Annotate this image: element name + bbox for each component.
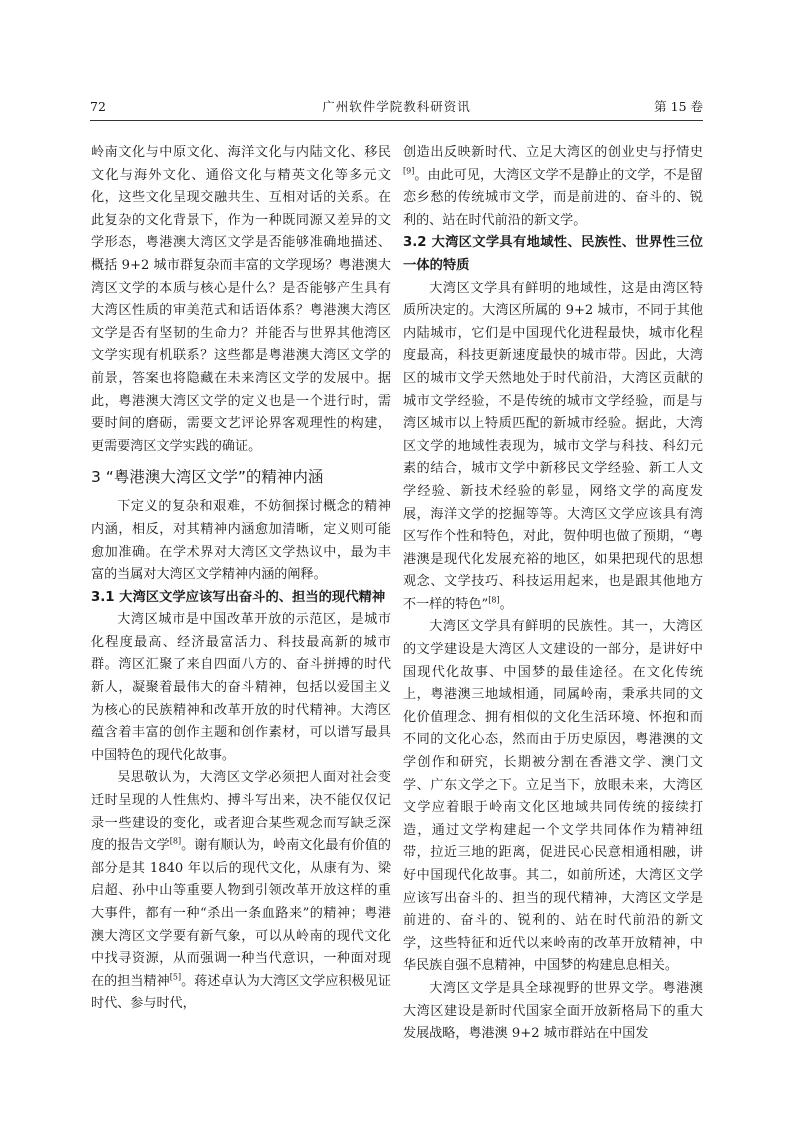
journal-title: 广州软件学院教科研资讯 bbox=[322, 99, 471, 114]
citation-ref: [5] bbox=[169, 972, 182, 982]
paragraph bbox=[403, 278, 703, 617]
volume-label: 第 15 卷 bbox=[654, 99, 703, 114]
text-run: 创造出反映新时代、立足大湾区的创业史与抒情史 bbox=[403, 145, 703, 160]
section-heading: 3 “粤港澳大湾区文学”的精神内涵 bbox=[91, 468, 324, 487]
paragraph: 大湾区文学具有鲜明的民族性。其一，大湾区的文学建设是大湾区人文建设的一部分，是讲好中国现代化故事、中国梦的最佳途径。在文化传统上，粤港澳三地域相通，同属岭南，秉承共同的文化价值理念、拥有相似的文化生活环境、怀抱和而不同的文化心态，然而由于历史原因，粤港澳的文学创作和研究，长期被分割在香港文学、澳门文学、广东文学之下。立足当下，放眼未来，大湾区文学应着眼于岭南文化区地域共同传统的接续打造，通过文学构建起一个文学共同体作为精神纽带，拉近三地的距离，促进民心民意相通相融，讲好中国现代化故事。其二，如前所述，大湾区文学应该写出奋斗的、担当的现代精神，大湾区文学是前进的、奋斗的、锐利的、站在时代前沿的新文学，这些特征和近代以来岭南的改革开放精神，中华民族自强不息精神，中国梦的构建息息相关。 bbox=[403, 619, 703, 974]
text-run: 。谢有顺认为，岭南文化最有价值的部分是其 1840 年以后的现代文化，从康有为、梁启超、孙中山等重要人物到引领改革开放这样的重大事件，都有一种“杀出一条血路来”的精神；粤港澳大湾区文学要有新气象，可以从岭南的现代文化中找寻资源，从而强调一种当代意识，一种面对现在的担当精神 bbox=[91, 838, 392, 989]
running-header bbox=[90, 96, 703, 118]
text-run: 。由此可见，大湾区文学不是静止的文学，不是留恋乡愁的传统城市文学，而是前进的、奋斗的、锐利的、站在时代前沿的新文学。 bbox=[403, 167, 703, 228]
paragraph bbox=[403, 142, 703, 232]
paragraph bbox=[91, 767, 391, 1016]
left-column bbox=[91, 142, 391, 1016]
right-column bbox=[403, 142, 703, 1046]
text-run: 大湾区文学具有鲜明的地域性，这是由湾区特质所决定的。大湾区所属的 9+2 城市，不同于其他内陆城市，它们是中国现代化进程最快，城市化程度最高，科技更新速度最快的城市带。因此，大湾区的城市文学天然地处于时代前沿，大湾区贡献的城市文学经验，不是传统的城市文学经验，而是与湾区城市以上特质匹配的新城市经验。据此，大湾区文学的地域性表现为，城市文学与科技、科幻元素的结合，城市文学中新移民文学经验、新工人文学经验、新技术经验的彰显，网络文学的高度发展，海洋文学的挖掘等等。大湾区文学应该具有湾区写作个性和特色，对此，贺仲明也做了预期，“粤港澳是现代化发展充裕的地区，如果把现代的思想观念、文学技巧、科技运用起来，也是跟其他地方不一样的特色” bbox=[403, 280, 703, 612]
paragraph: 大湾区城市是中国改革开放的示范区，是城市化程度最高、经济最富活力、科技最高新的城市群。湾区汇聚了来自四面八方的、奋斗拼搏的时代新人，凝聚着最伟大的奋斗精神，包括以爱国主义为核心的民族精神和改革开放的时代精神。大湾区蕴含着丰富的创作主题和创作素材，可以谱写最具中国特色的现代化故事。 bbox=[91, 612, 391, 763]
paragraph: 大湾区文学是具全球视野的世界文学。粤港澳大湾区建设是新时代国家全面开放新格局下的重大发展战略，粤港澳 9+2 城市群站在中国发 bbox=[403, 980, 703, 1042]
paragraph: 下定义的复杂和艰难，不妨徊探讨概念的精神内涵，相反，对其精神内涵愈加清晰，定义则可能愈加准确。在学术界对大湾区文学热议中，最为丰富的当属对大湾区文学精神内涵的阐释。 bbox=[91, 499, 391, 583]
citation-ref: [8] bbox=[488, 595, 500, 605]
subsection-heading: 3.1 大湾区文学应该写出奋斗的、担当的现代精神 bbox=[91, 589, 386, 605]
paragraph: 岭南文化与中原文化、海洋文化与内陆文化、移民文化与海外文化、通俗文化与精英文化等多元文化，这些文化呈现交融共生、互相对话的关系。在此复杂的文化背景下，作为一种既同源又差异的文学形态，粤港澳大湾区文学是否能够准确地描述、概括 9+2 城市群复杂而丰富的文学现场？粤港澳大湾区文学的本质与核心是什么？是否能够产生具有大湾区性质的审美范式和话语体系？粤港澳大湾区文学是否有坚韧的生命力？并能否与世界其他湾区文学实现有机联系？这些都是粤港澳大湾区文学的前景，答案也将隐藏在未来湾区文学的发展中。据此，粤港澳大湾区文学的定义也是一个进行时，需要时间的磨砺，需要文艺评论界客观理性的构建，更需要湾区文学实践的确证。 bbox=[91, 145, 391, 454]
page-number: 72 bbox=[90, 99, 106, 114]
header-rule bbox=[90, 120, 703, 121]
citation-ref: [9] bbox=[403, 166, 415, 176]
text-run: 。 bbox=[499, 596, 513, 612]
citation-ref: [8] bbox=[169, 836, 182, 846]
text-run: 。蒋述卓认为大湾区文学应积极见证时代、参与时代， bbox=[91, 973, 392, 1012]
text-run: 吴思敬认为，大湾区文学必须把人面对社会变迁时呈现的人性焦灼、搏斗写出来，决不能仅仅记录一些建设的变化，或者迎合某些观念而写缺乏深度的报告文学 bbox=[91, 770, 391, 854]
subsection-heading: 3.2 大湾区文学具有地域性、民族性、世界性三位一体的特质 bbox=[403, 235, 703, 273]
